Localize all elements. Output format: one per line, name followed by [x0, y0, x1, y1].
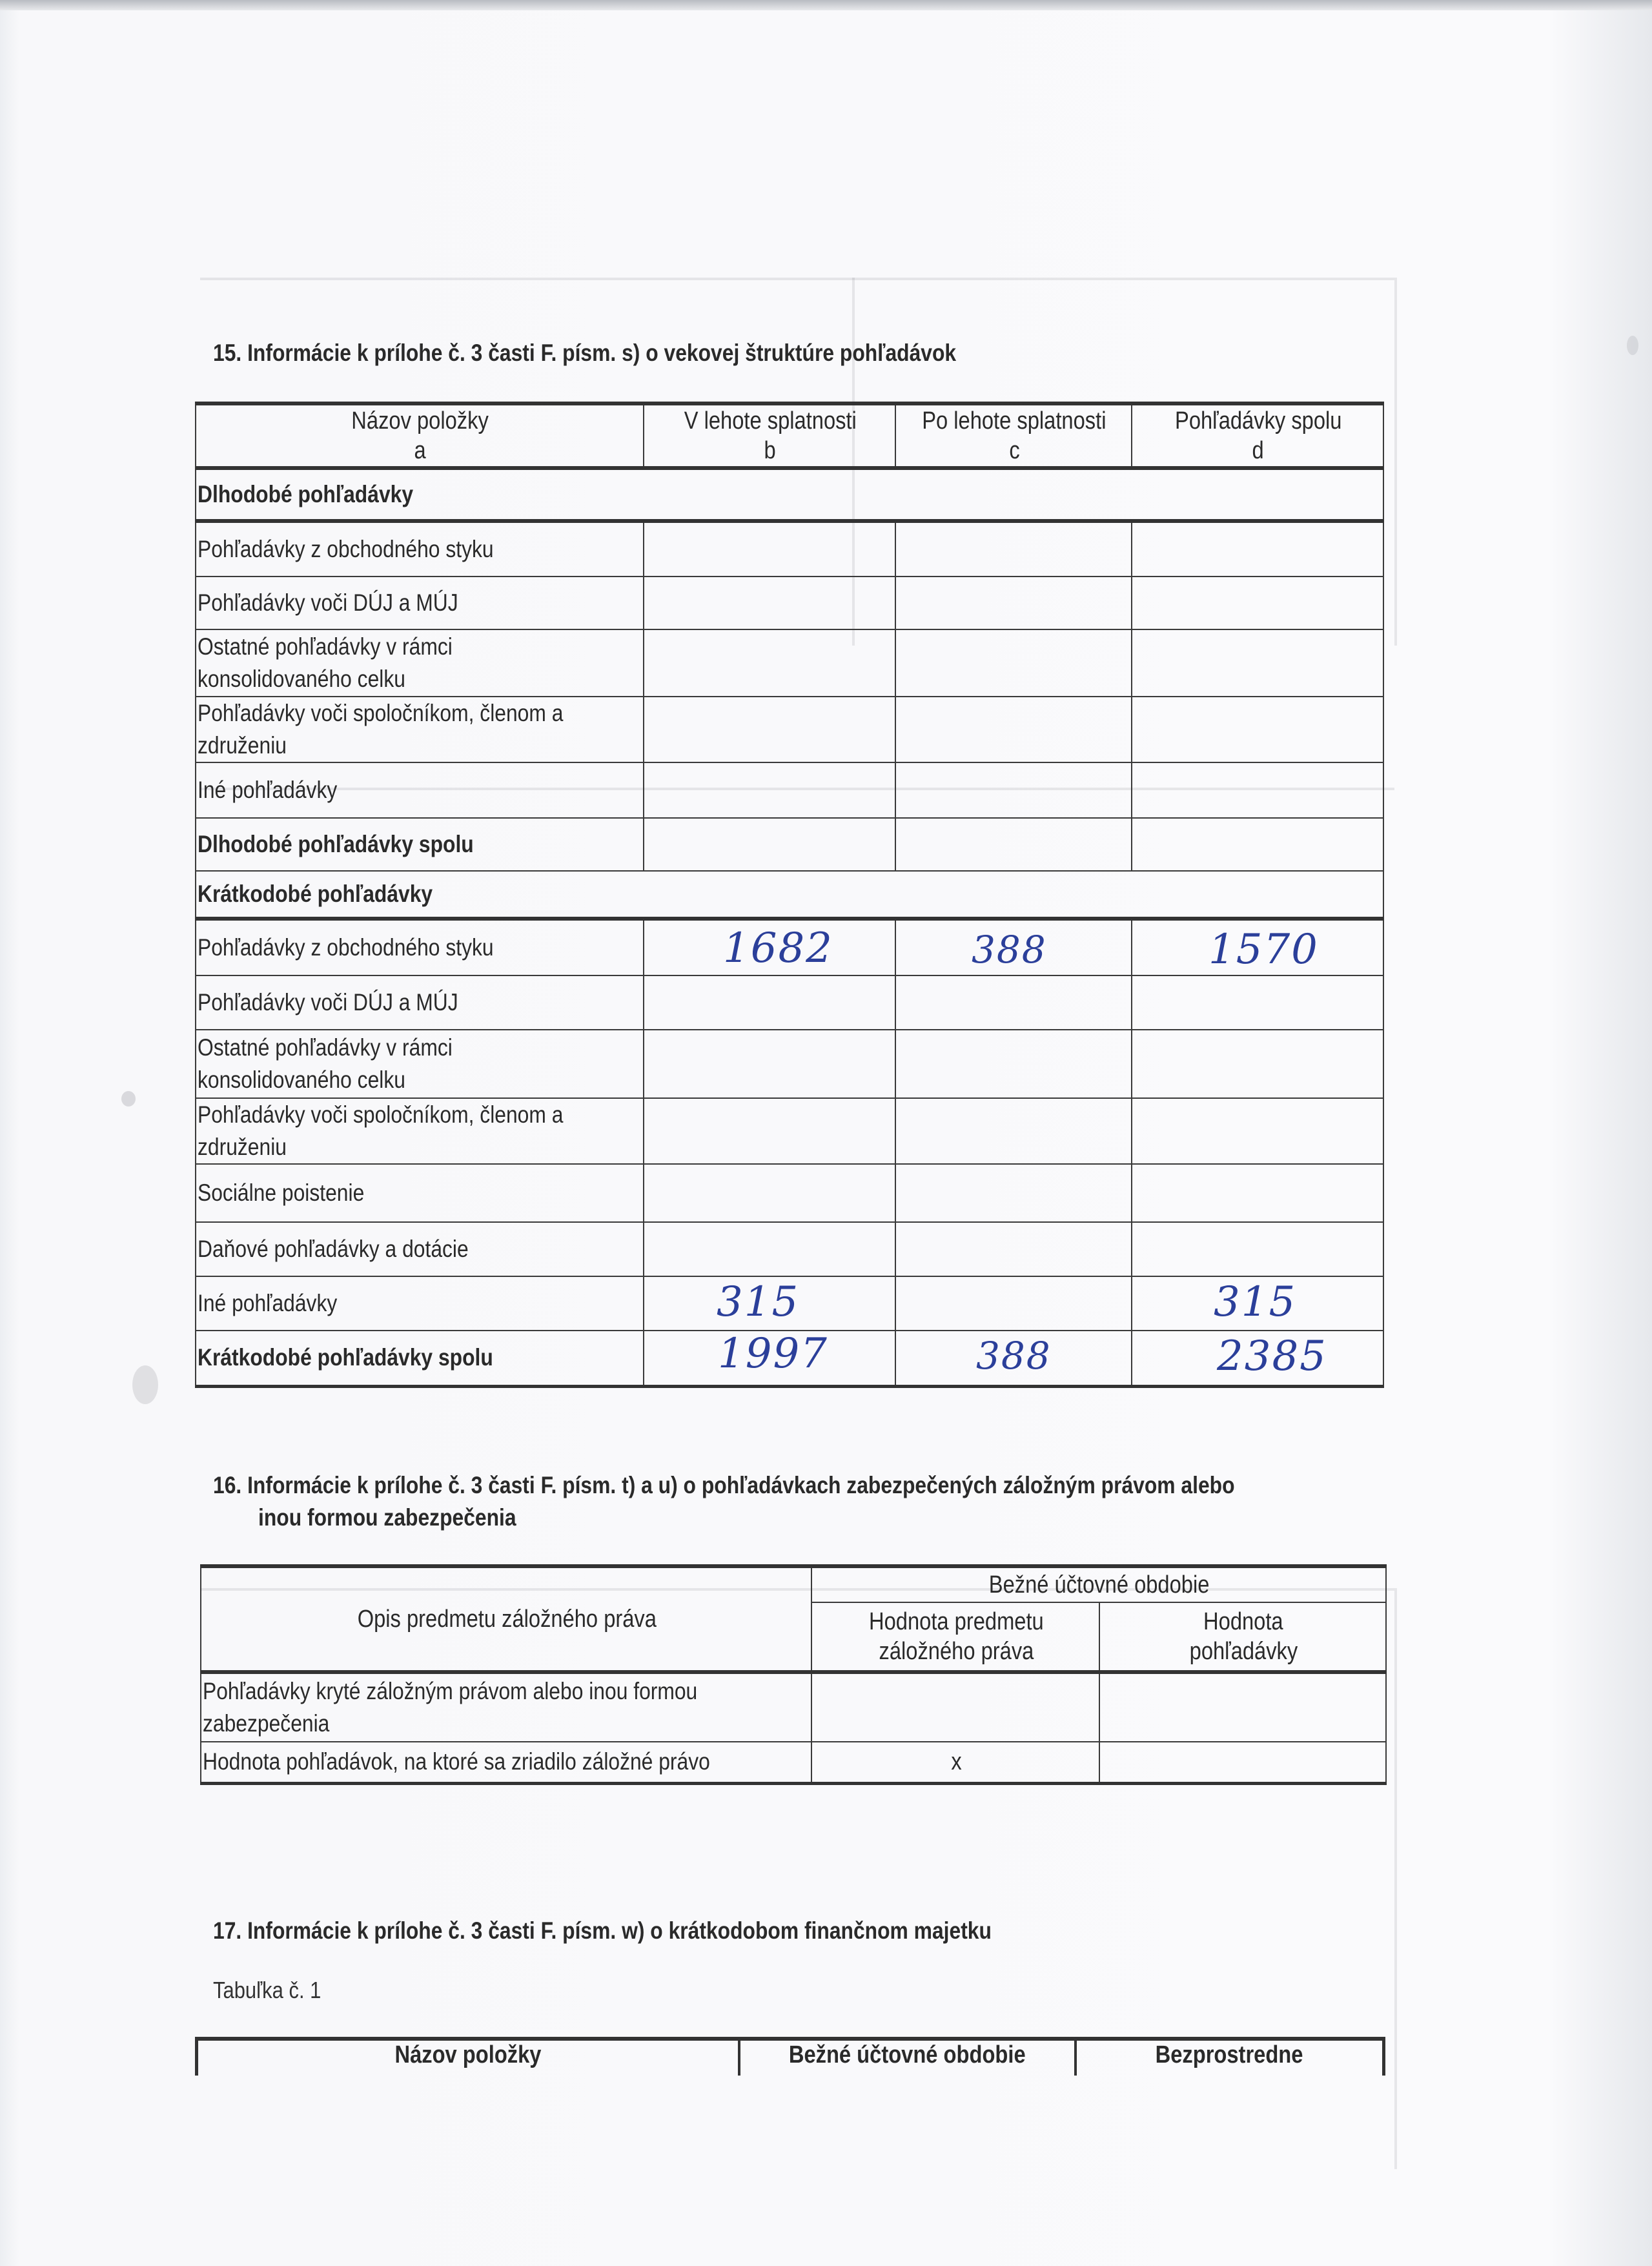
- cell-b: [644, 1222, 895, 1276]
- row-label: Pohľadávky voči spoločníkom, členom a združeniu: [196, 697, 644, 762]
- cell-d: [1132, 577, 1383, 629]
- table-row: [196, 1164, 1383, 1222]
- section-15-title: 15. Informácie k prílohe č. 3 časti F. písm. s) o vekovej štruktúre pohľadávok: [213, 340, 957, 366]
- row-label: Krátkodobé pohľadávky spolu: [196, 1331, 644, 1386]
- cell-c: [895, 577, 1132, 629]
- row-label: Iné pohľadávky: [196, 1276, 644, 1331]
- row-label: Dlhodobé pohľadávky spolu: [196, 818, 644, 871]
- cell-b: x: [811, 1742, 1099, 1783]
- cell-c: [895, 818, 1132, 871]
- scan-smudge: [132, 1365, 158, 1404]
- header-nazov: Názov položky: [394, 2041, 542, 2068]
- table-row: [196, 1222, 1383, 1276]
- cell-c: [895, 1030, 1132, 1098]
- table-row: [196, 975, 1383, 1030]
- table-caption: Tabuľka č. 1: [213, 1977, 321, 2003]
- header-hodnota-pohladavky: Hodnota pohľadávky: [1099, 1602, 1386, 1672]
- cell-d: [1132, 975, 1383, 1030]
- table-row: [196, 1030, 1383, 1098]
- cell-c: [895, 521, 1132, 577]
- cell-b: [644, 629, 895, 697]
- cell-c: [1099, 1742, 1386, 1783]
- cell-b: [644, 762, 895, 818]
- bleed-through-line: [1394, 1588, 1397, 2169]
- table-row: [196, 577, 1383, 629]
- cell-d: [1132, 818, 1383, 871]
- header-bezprostredne: Bezprostredne: [1156, 2041, 1303, 2068]
- table-row: [201, 1742, 1386, 1783]
- handwritten-value: 1570: [1208, 926, 1319, 974]
- row-label: Pohľadávky voči spoločníkom, členom a združeniu: [196, 1098, 644, 1164]
- header-bezne-obdobie: Bežné účtovné obdobie: [789, 2041, 1026, 2068]
- handwritten-value: 1997: [718, 1330, 828, 1378]
- table-top-border: [195, 2037, 1385, 2041]
- cell-d: [1132, 1098, 1383, 1164]
- cell-d: [1132, 1222, 1383, 1276]
- cell-d: [1132, 1030, 1383, 1098]
- cell-b: [811, 1672, 1099, 1742]
- cell-c: [895, 1222, 1132, 1276]
- table-row: [196, 762, 1383, 818]
- table-border: [1382, 2037, 1385, 2076]
- scan-smudge: [1627, 336, 1638, 355]
- cell-c: [895, 1164, 1132, 1222]
- handwritten-value: 388: [972, 928, 1047, 972]
- collateral-table: [200, 1564, 1387, 1785]
- cell-b: [644, 697, 895, 762]
- scan-smudge: [121, 1091, 136, 1107]
- handwritten-value: 388: [976, 1334, 1052, 1378]
- cell-d: [1132, 629, 1383, 697]
- header-po-lehote: Po lehote splatnosti c: [895, 403, 1132, 468]
- bleed-through-line: [200, 278, 1394, 280]
- cell-d: [1132, 697, 1383, 762]
- table-row: [201, 1672, 1386, 1742]
- table-row: [196, 629, 1383, 697]
- table-row: [196, 1098, 1383, 1164]
- age-structure-table: [195, 402, 1384, 1388]
- row-label: Krátkodobé pohľadávky: [196, 871, 1383, 919]
- header-opis: Opis predmetu záložného práva: [201, 1566, 811, 1672]
- row-label: Pohľadávky z obchodného styku: [196, 521, 644, 577]
- cell-c: [1099, 1672, 1386, 1742]
- header-bezne-obdobie: Bežné účtovné obdobie: [811, 1566, 1386, 1602]
- row-label: Ostatné pohľadávky v rámci konsolidovaného celku: [196, 1030, 644, 1098]
- section-16-title-line2: inou formou zabezpečenia: [258, 1504, 516, 1531]
- scan-top-edge: [0, 0, 1652, 10]
- handwritten-value: 315: [1214, 1278, 1297, 1326]
- cell-c: [895, 762, 1132, 818]
- cell-b: [644, 521, 895, 577]
- row-label: Ostatné pohľadávky v rámci konsolidovaného celku: [196, 629, 644, 697]
- cell-c: [895, 975, 1132, 1030]
- cell-b: [644, 818, 895, 871]
- row-label: Pohľadávky voči DÚJ a MÚJ: [196, 577, 644, 629]
- handwritten-value: 1682: [723, 924, 833, 972]
- row-label: Hodnota pohľadávok, na ktoré sa zriadilo záložné právo: [201, 1742, 811, 1783]
- cell-b: [644, 1164, 895, 1222]
- header-hodnota-predmetu: Hodnota predmetu záložného práva: [811, 1602, 1099, 1672]
- cell-c: [895, 697, 1132, 762]
- row-label: Iné pohľadávky: [196, 762, 644, 818]
- row-label: Daňové pohľadávky a dotácie: [196, 1222, 644, 1276]
- cell-b: [644, 577, 895, 629]
- section-17-title: 17. Informácie k prílohe č. 3 časti F. písm. w) o krátkodobom finančnom majetku: [213, 1917, 992, 1944]
- row-label: Dlhodobé pohľadávky: [196, 468, 1383, 521]
- cell-c: [895, 629, 1132, 697]
- cell-b: [644, 1030, 895, 1098]
- handwritten-value: 315: [717, 1278, 800, 1326]
- cell-c: [895, 1098, 1132, 1164]
- header-row: [196, 403, 1383, 468]
- row-label: Pohľadávky voči DÚJ a MÚJ: [196, 975, 644, 1030]
- handwritten-value: 2385: [1217, 1332, 1327, 1380]
- header-nazov: Názov položky a: [196, 403, 644, 468]
- cell-d: [1132, 762, 1383, 818]
- cell-b: [644, 975, 895, 1030]
- table-row: [196, 697, 1383, 762]
- cell-d: [1132, 521, 1383, 577]
- table-row: [196, 818, 1383, 871]
- table-row: [196, 521, 1383, 577]
- row-label: Pohľadávky kryté záložným právom alebo inou formou zabezpečenia: [201, 1672, 811, 1742]
- row-label: Pohľadávky z obchodného styku: [196, 919, 644, 975]
- row-label: Sociálne poistenie: [196, 1164, 644, 1222]
- table-row: [196, 468, 1383, 521]
- section-16-title: 16. Informácie k prílohe č. 3 časti F. písm. t) a u) o pohľadávkach zabezpečených záložným právom alebo: [213, 1472, 1235, 1498]
- header-v-lehote: V lehote splatnosti b: [644, 403, 895, 468]
- bleed-through-line: [1394, 278, 1397, 646]
- cell-c: [895, 1276, 1132, 1331]
- cell-b: [644, 1098, 895, 1164]
- table-row: [196, 871, 1383, 919]
- header-row: [201, 1566, 1386, 1602]
- cell-d: [1132, 1164, 1383, 1222]
- header-spolu: Pohľadávky spolu d: [1132, 403, 1383, 468]
